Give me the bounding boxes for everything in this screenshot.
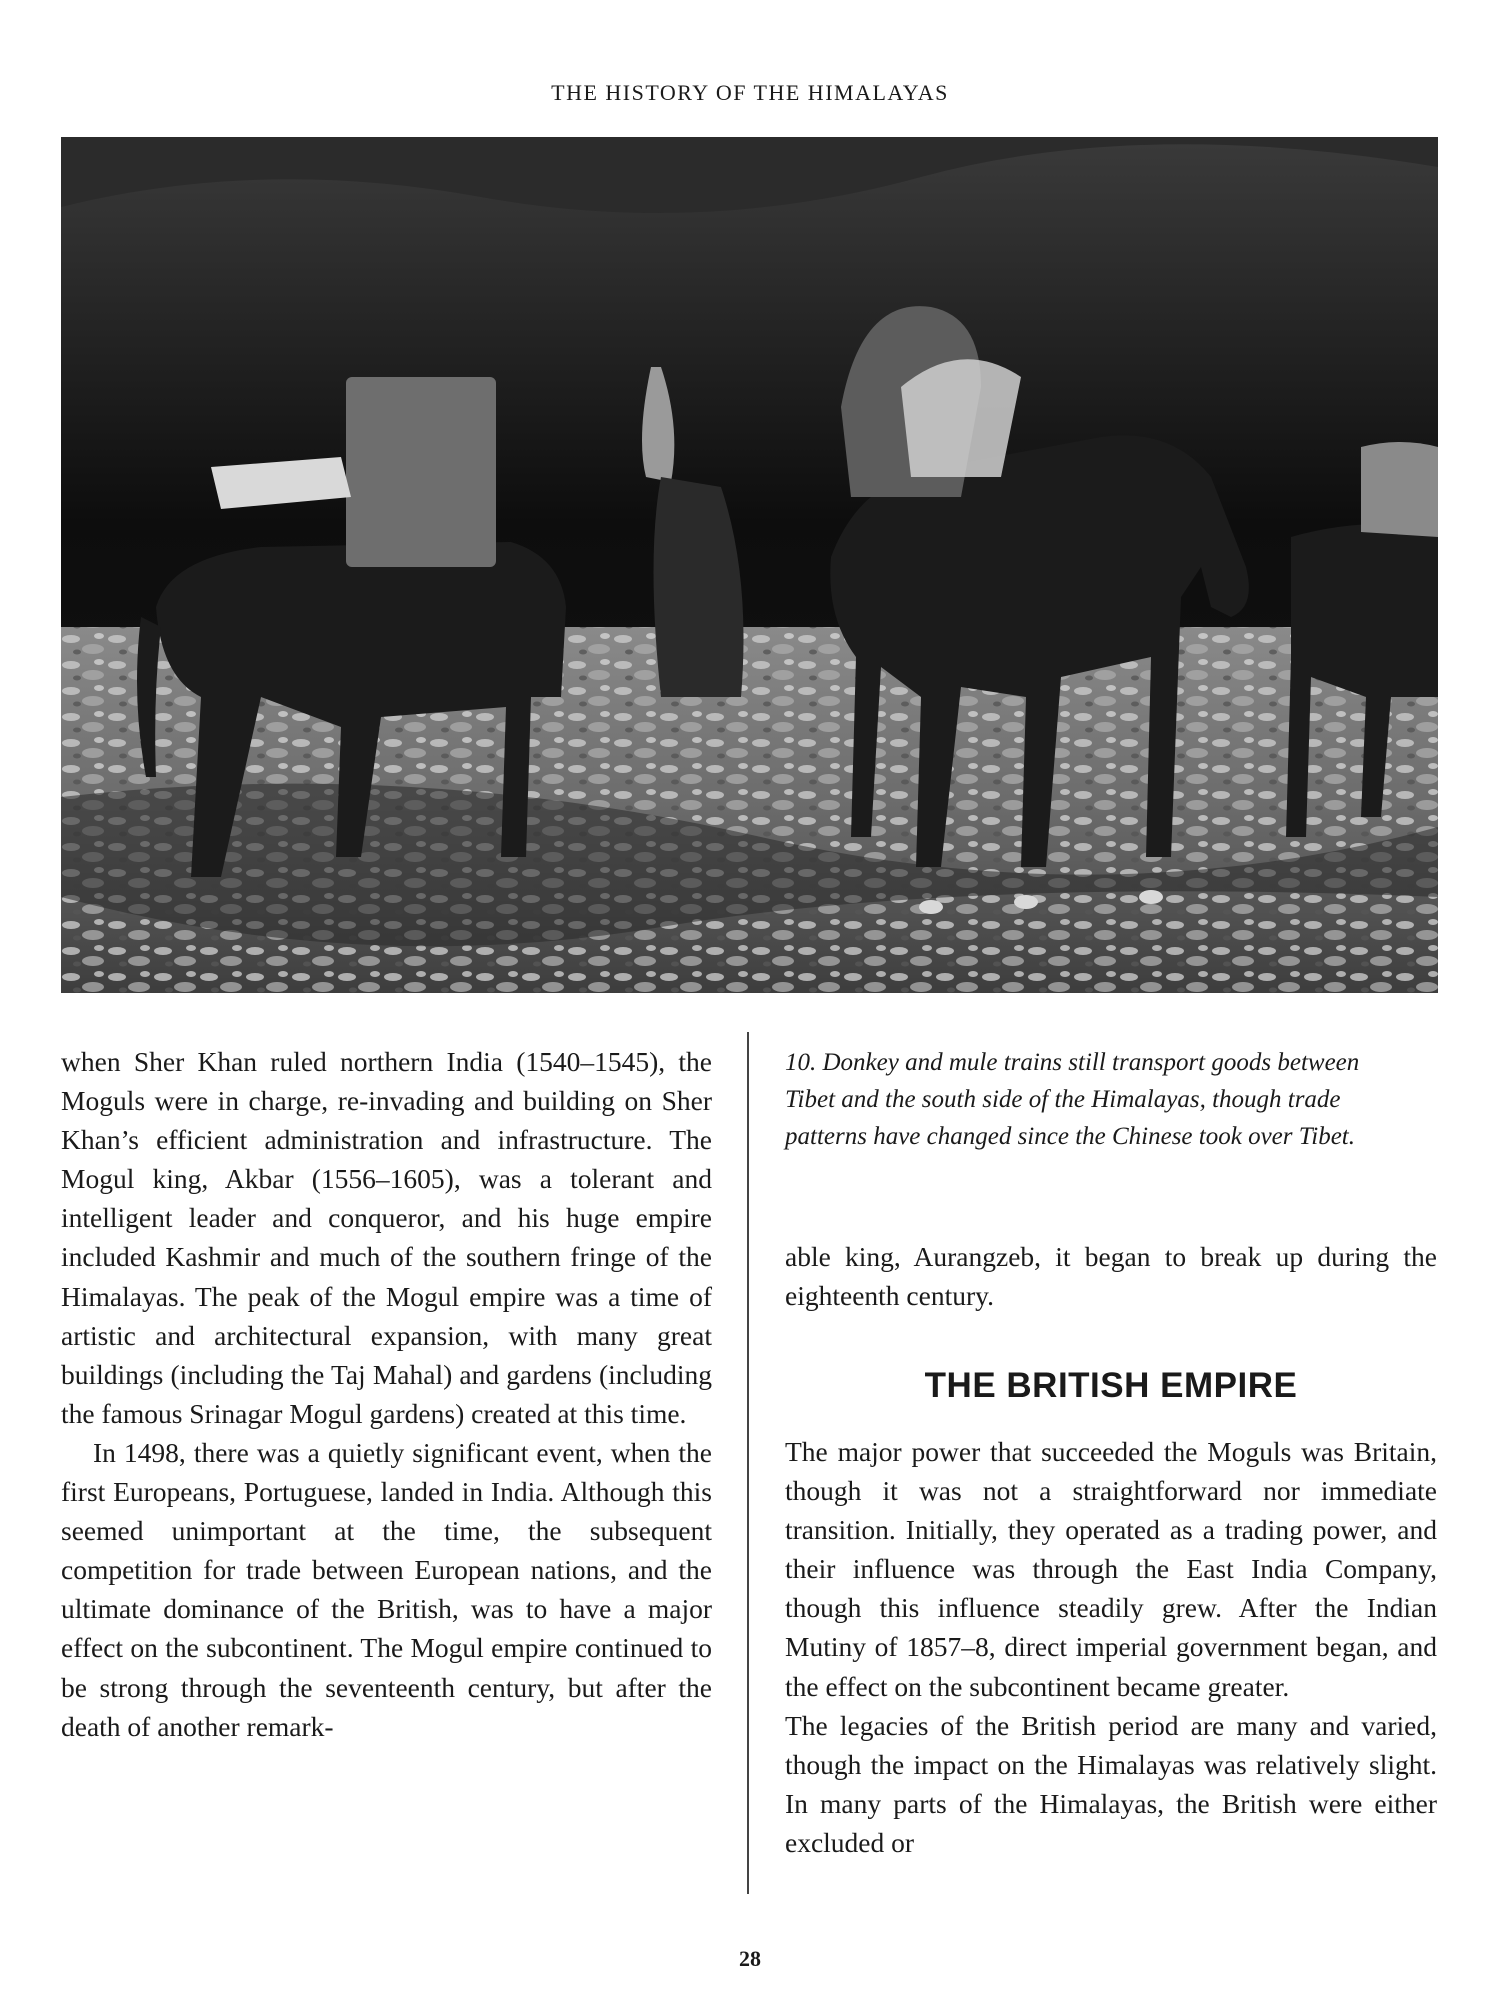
photo-illustration [61,137,1438,993]
right-paragraph-2: The legacies of the British period are many and varied, though the impact on the Himalayas was relatively slight. In many parts of the Himalayas, the British were either excluded or [785,1709,1437,1858]
left-paragraph-1: when Sher Khan ruled northern India (1540–1545), the Moguls were in charge, re-invading and building on Sher Khan’s efficient administration and infrastructure. The Mogul king, Akbar (1556–1605), was a tolerant and intelligent leader and conqueror, and his huge empire included Kashmir and much of the southern fringe of the Himalayas. The peak of the Mogul empire was a time of artistic and architectural expansion, with many great buildings (including the Taj Mahal) and gardens (including the famous Srinagar Mogul gardens) created at this time. [61,1046,712,1429]
photo-caption: 10. Donkey and mule trains still transport goods between Tibet and the south side of the Himalayas, though trade patterns have changed since the Chinese took over Tibet. [785,1049,1360,1150]
photo-mule-train [61,137,1438,993]
left-column [61,1042,712,1746]
right-column-continuation [785,1237,1437,1315]
right-paragraph-1: The major power that succeeded the Moguls was Britain, though it was not a straightforward nor immediate transition. Initially, they operated as a trading power, and their influence was through the East India Company, though this influence steadily grew. After the Indian Mutiny of 1857–8, direct imperial government began, and the effect on the subcontinent became greater. [785,1436,1437,1702]
section-heading: THE BRITISH EMPIRE [924,1366,1298,1405]
left-paragraph-2: In 1498, there was a quietly significant event, when the first Europeans, Portuguese, landed in India. Although this seemed unimportant at the time, the subsequent competition for trade between European nations, and the ultimate dominance of the British, was to have a major effect on the subcontinent. The Mogul empire continued to be strong through the seventeenth century, but after the death of another remark- [61,1436,712,1742]
right-column-body [785,1432,1437,1862]
right-continuation-text: able king, Aurangzeb, it began to break up during the eighteenth century. [785,1241,1437,1312]
column-divider [747,1032,749,1894]
page-number: 28 [739,1946,761,1971]
running-head: THE HISTORY OF THE HIMALAYAS [551,80,949,105]
